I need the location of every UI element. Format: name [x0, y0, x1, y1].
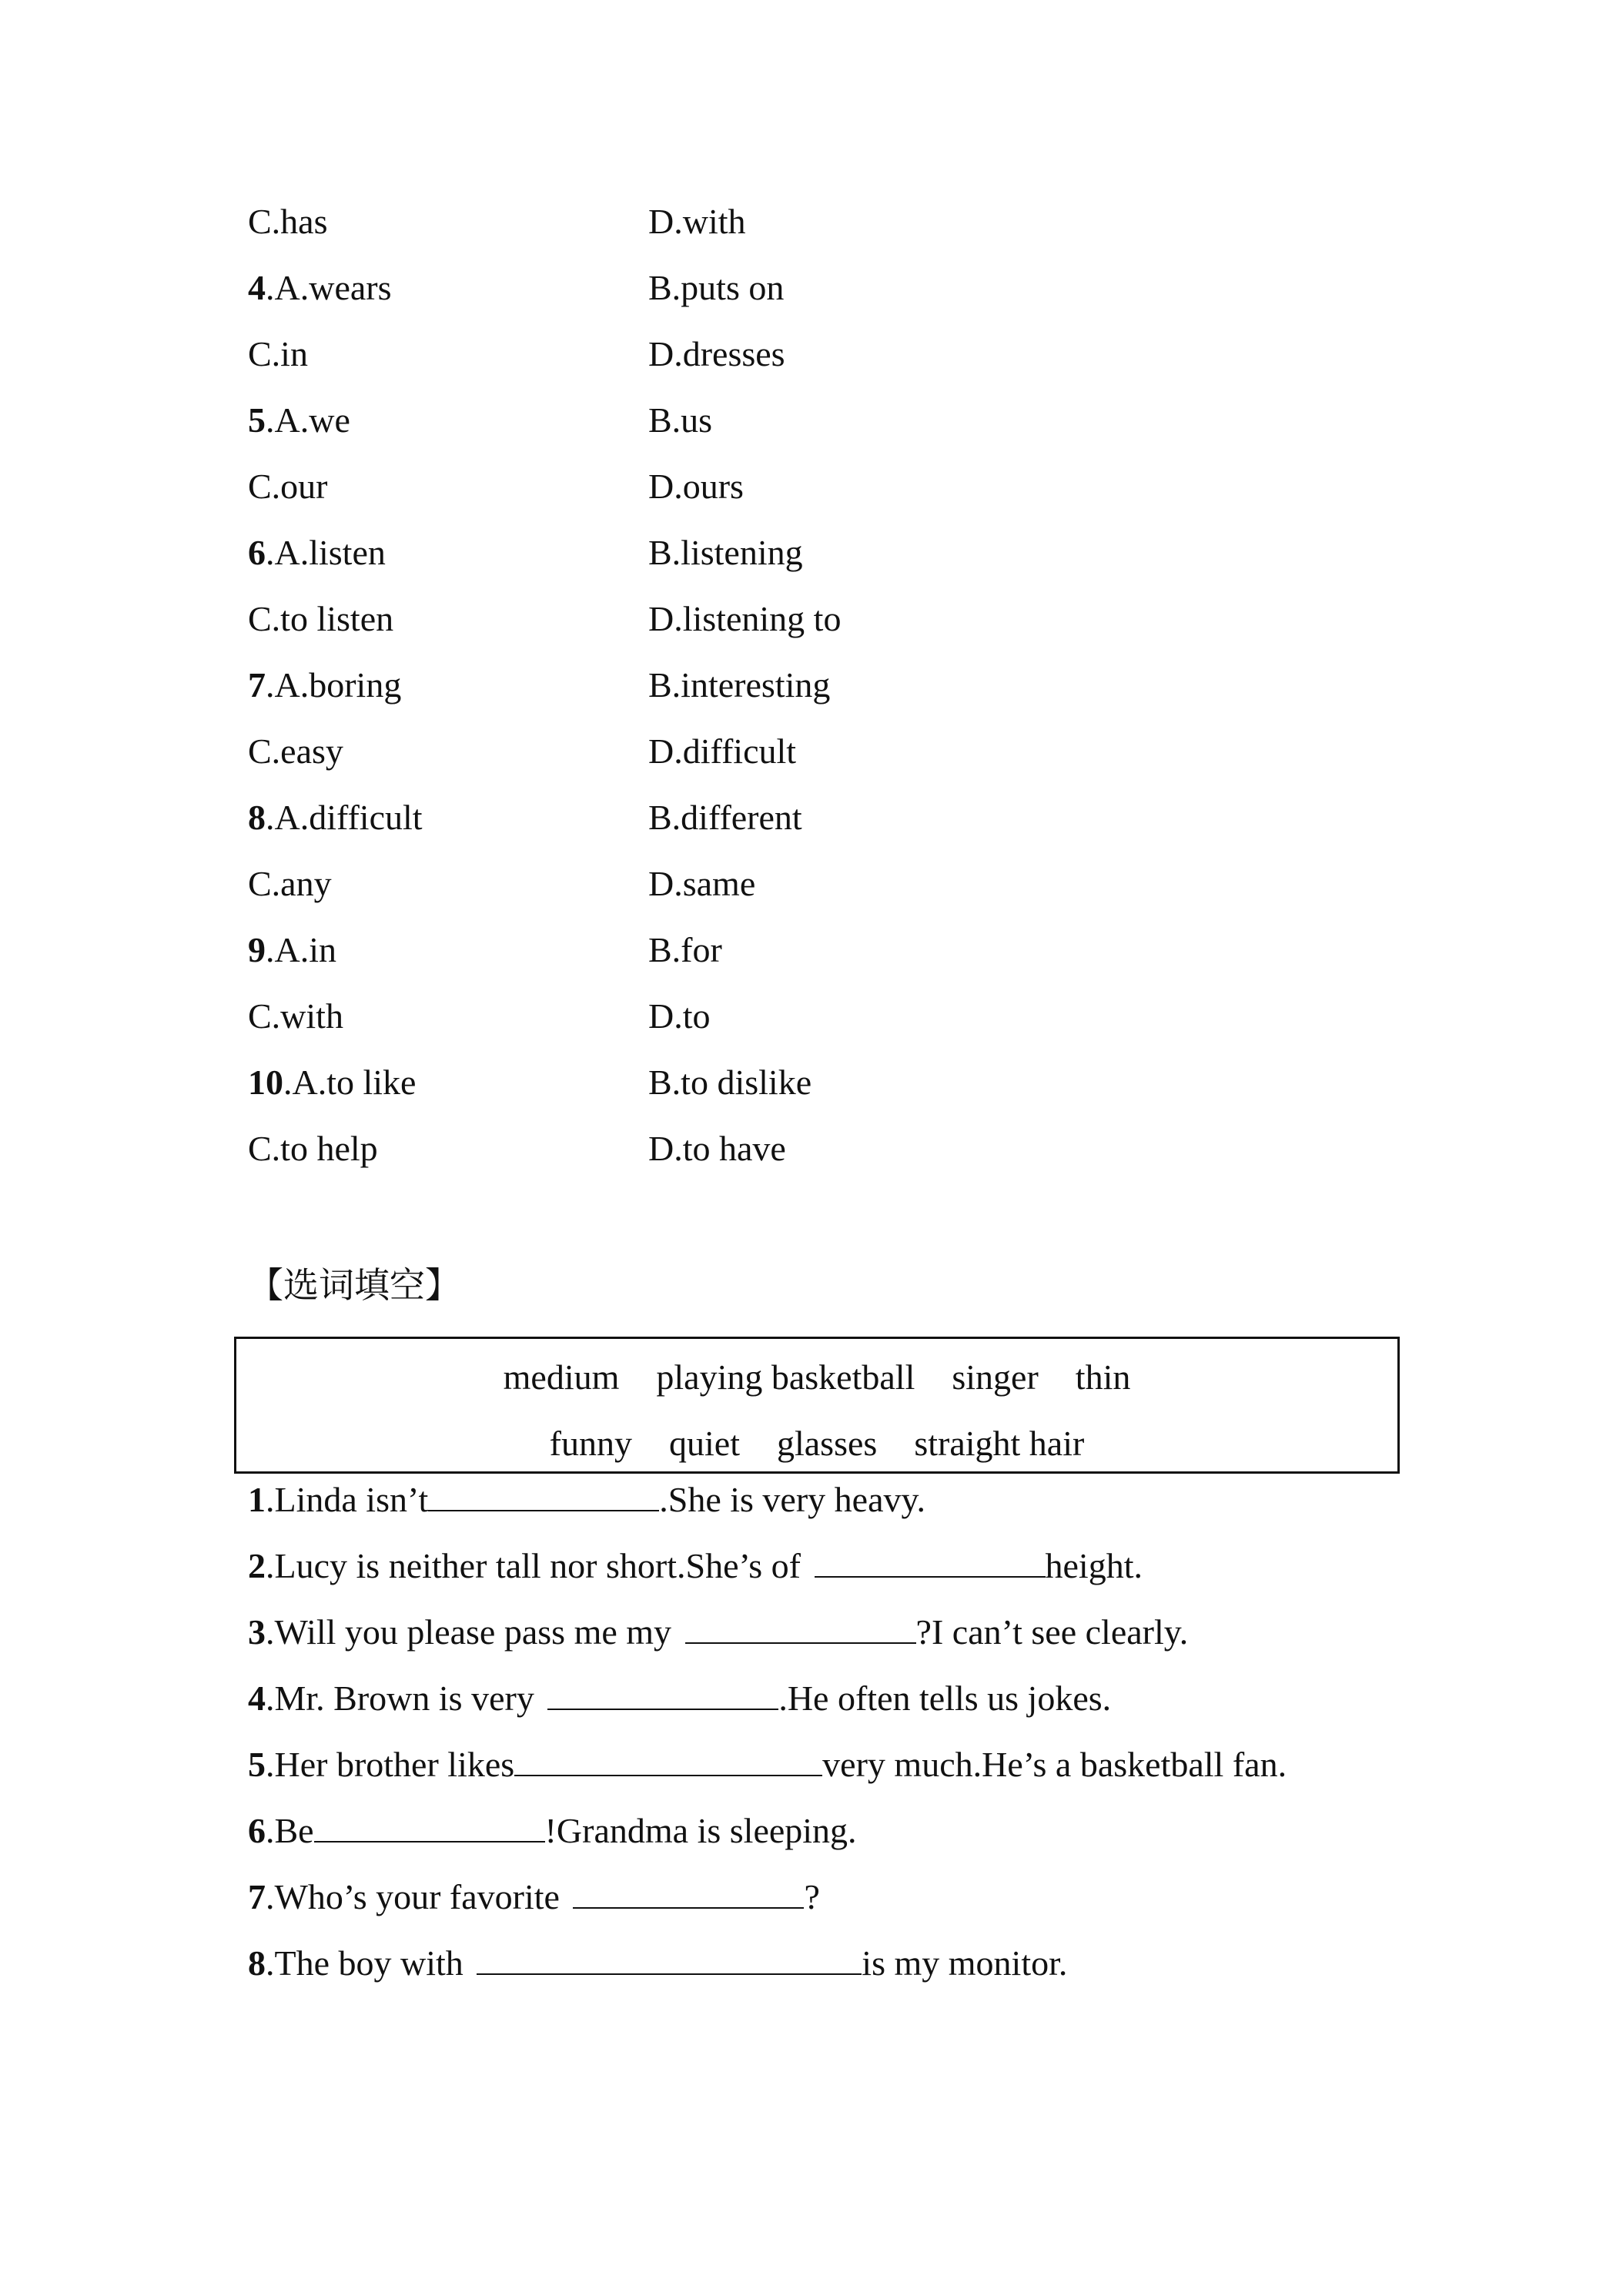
word-bank-word: thin — [1075, 1357, 1131, 1397]
word-bank-word: playing basketball — [656, 1357, 915, 1397]
question-number: 4 — [248, 1678, 266, 1718]
fill-item — [248, 1668, 1111, 1729]
fill-item — [248, 1469, 925, 1531]
option-text: .A.wears — [266, 268, 392, 307]
option-left — [248, 257, 392, 319]
question-number: 5 — [248, 1745, 266, 1784]
question-number: 5 — [248, 400, 266, 440]
sentence-before: .The boy with — [266, 1943, 473, 1983]
answer-blank[interactable] — [314, 1807, 545, 1842]
option-right: D.to have — [648, 1129, 786, 1168]
question-number: 8 — [248, 1943, 266, 1983]
option-left — [248, 1118, 378, 1180]
sentence-after: .He often tells us jokes. — [778, 1678, 1112, 1718]
question-number: 7 — [248, 1877, 266, 1916]
option-right: D.ours — [648, 467, 744, 506]
option-left — [248, 986, 343, 1047]
option-left — [248, 522, 386, 584]
sentence-before: .Mr. Brown is very — [266, 1678, 544, 1718]
sentence-after: height. — [1045, 1546, 1143, 1585]
answer-blank[interactable] — [815, 1542, 1046, 1578]
fill-item — [248, 1734, 1287, 1796]
option-text: C.any — [248, 864, 332, 903]
option-text: C.our — [248, 467, 328, 506]
sentence-after: .She is very heavy. — [659, 1480, 926, 1519]
option-right: D.with — [648, 202, 746, 241]
option-text: .A.listen — [266, 533, 386, 572]
option-text: C.to listen — [248, 599, 394, 638]
answer-blank[interactable] — [428, 1476, 659, 1511]
option-left — [248, 654, 401, 716]
sentence-before: .Be — [266, 1811, 314, 1850]
option-left — [248, 191, 328, 253]
answer-blank[interactable] — [547, 1675, 778, 1710]
word-bank-line — [236, 1413, 1397, 1474]
option-left — [248, 323, 308, 385]
option-left — [248, 919, 336, 981]
question-number: 4 — [248, 268, 266, 307]
word-bank-word: glasses — [776, 1424, 878, 1463]
question-number: 7 — [248, 665, 266, 705]
fill-item — [248, 1933, 1067, 1994]
word-bank-box — [234, 1337, 1400, 1474]
sentence-after: ? — [804, 1877, 820, 1916]
option-left — [248, 456, 328, 517]
question-number: 6 — [248, 533, 266, 572]
word-bank-word: singer — [952, 1357, 1039, 1397]
option-right: B.to dislike — [648, 1063, 812, 1102]
sentence-after: very much.He’s a basketball fan. — [822, 1745, 1287, 1784]
word-bank-word: medium — [503, 1357, 620, 1397]
option-right: D.to — [648, 996, 711, 1036]
option-right: B.interesting — [648, 665, 831, 705]
sentence-before: .Linda isn’t — [266, 1480, 429, 1519]
option-left — [248, 721, 343, 782]
sentence-before: .Lucy is neither tall nor short.She’s of — [266, 1546, 810, 1585]
question-number: 3 — [248, 1612, 266, 1652]
question-number: 6 — [248, 1811, 266, 1850]
sentence-before: .Her brother likes — [266, 1745, 515, 1784]
option-text: .A.to like — [283, 1063, 417, 1102]
word-bank-word: quiet — [669, 1424, 740, 1463]
option-right: B.us — [648, 400, 713, 440]
question-number: 2 — [248, 1546, 266, 1585]
option-text: .A.we — [266, 400, 350, 440]
option-right: D.listening to — [648, 599, 842, 638]
fill-item — [248, 1866, 820, 1928]
sentence-after: !Grandma is sleeping. — [544, 1811, 857, 1850]
option-left — [248, 588, 393, 650]
sentence-after: ?I can’t see clearly. — [915, 1612, 1189, 1652]
option-right: B.different — [648, 798, 802, 837]
answer-blank[interactable] — [685, 1608, 916, 1644]
option-text: C.with — [248, 996, 343, 1036]
question-number: 1 — [248, 1480, 266, 1519]
option-left — [248, 787, 423, 848]
question-number: 10 — [248, 1063, 283, 1102]
option-left — [248, 390, 350, 451]
option-text: C.in — [248, 334, 308, 373]
option-text: .A.in — [266, 930, 336, 969]
fill-item — [248, 1800, 857, 1862]
option-right: D.difficult — [648, 731, 797, 771]
fill-item — [248, 1535, 1143, 1597]
word-bank-word: funny — [549, 1424, 632, 1463]
option-right: D.dresses — [648, 334, 785, 373]
sentence-after: is my monitor. — [862, 1943, 1068, 1983]
option-right: D.same — [648, 864, 756, 903]
answer-blank[interactable] — [514, 1741, 822, 1776]
option-text: C.easy — [248, 731, 343, 771]
option-text: C.to help — [248, 1129, 378, 1168]
question-number: 8 — [248, 798, 266, 837]
answer-blank[interactable] — [477, 1940, 862, 1975]
question-number: 9 — [248, 930, 266, 969]
sentence-before: .Who’s your favorite — [266, 1877, 569, 1916]
answer-blank[interactable] — [573, 1873, 804, 1909]
word-bank-line — [236, 1347, 1397, 1408]
option-right: B.puts on — [648, 268, 785, 307]
sentence-before: .Will you please pass me my — [266, 1612, 681, 1652]
option-left — [248, 1052, 416, 1113]
option-text: .A.boring — [266, 665, 402, 705]
option-right: B.for — [648, 930, 722, 969]
fill-item — [248, 1602, 1188, 1663]
option-right: B.listening — [648, 533, 803, 572]
word-bank-word: straight hair — [914, 1424, 1085, 1463]
option-left — [248, 853, 332, 915]
option-text: .A.difficult — [266, 798, 423, 837]
section-title: 【选词填空】 — [248, 1266, 460, 1305]
option-text: C.has — [248, 202, 328, 241]
